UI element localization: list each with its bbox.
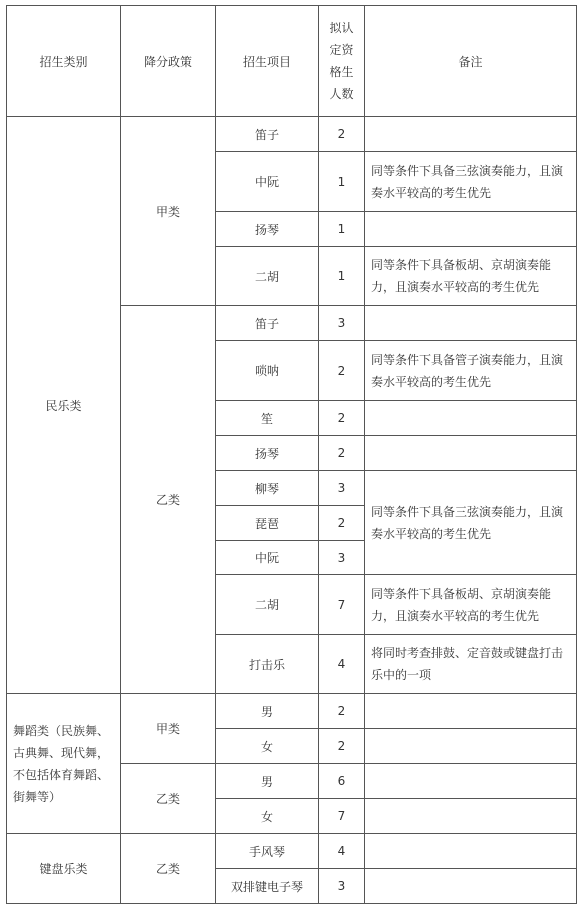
count-cell: 3 [319, 541, 365, 575]
note-cell [365, 729, 577, 764]
admissions-table [6, 5, 577, 904]
program-cell: 男 [216, 694, 319, 729]
note-cell [365, 436, 577, 471]
count-cell: 2 [319, 506, 365, 541]
table-row [7, 117, 577, 152]
note-cell: 同等条件下具备管子演奏能力，且演奏水平较高的考生优先 [365, 341, 577, 401]
count-cell: 7 [319, 575, 365, 635]
program-cell: 琵琶 [216, 506, 319, 541]
program-cell: 二胡 [216, 575, 319, 635]
header-count-line: 定资 [329, 43, 354, 57]
count-cell: 2 [319, 436, 365, 471]
count-cell: 3 [319, 869, 365, 904]
program-cell: 柳琴 [216, 471, 319, 506]
note-cell: 同等条件下具备板胡、京胡演奏能力，且演奏水平较高的考生优先 [365, 247, 577, 306]
count-cell: 2 [319, 341, 365, 401]
note-cell: 同等条件下具备三弦演奏能力，且演奏水平较高的考生优先 [365, 152, 577, 212]
header-count [319, 6, 365, 117]
program-cell: 唢呐 [216, 341, 319, 401]
header-count-line: 人数 [329, 87, 354, 101]
header-category: 招生类别 [7, 6, 121, 117]
program-cell: 中阮 [216, 152, 319, 212]
note-cell [365, 401, 577, 436]
count-cell: 1 [319, 212, 365, 247]
count-cell: 4 [319, 834, 365, 869]
count-cell: 3 [319, 306, 365, 341]
count-cell: 2 [319, 729, 365, 764]
header-notes: 备注 [365, 6, 577, 117]
note-cell [365, 764, 577, 799]
count-cell: 7 [319, 799, 365, 834]
count-cell: 3 [319, 471, 365, 506]
program-cell: 双排键电子琴 [216, 869, 319, 904]
count-cell: 4 [319, 635, 365, 694]
header-count-line: 格生 [329, 65, 354, 79]
policy-cell: 甲类 [121, 694, 216, 764]
category-cell: 键盘乐类 [7, 834, 121, 904]
note-cell: 同等条件下具备三弦演奏能力，且演奏水平较高的考生优先 [365, 471, 577, 575]
policy-cell: 乙类 [121, 306, 216, 694]
count-cell: 2 [319, 694, 365, 729]
note-cell [365, 869, 577, 904]
note-cell: 同等条件下具备板胡、京胡演奏能力，且演奏水平较高的考生优先 [365, 575, 577, 635]
program-cell: 女 [216, 799, 319, 834]
count-cell: 1 [319, 152, 365, 212]
note-cell [365, 834, 577, 869]
program-cell: 中阮 [216, 541, 319, 575]
note-cell [365, 212, 577, 247]
program-cell: 扬琴 [216, 212, 319, 247]
count-cell: 2 [319, 117, 365, 152]
category-cell: 民乐类 [7, 117, 121, 694]
program-cell: 男 [216, 764, 319, 799]
program-cell: 笛子 [216, 306, 319, 341]
program-cell: 女 [216, 729, 319, 764]
header-policy: 降分政策 [121, 6, 216, 117]
program-cell: 二胡 [216, 247, 319, 306]
program-cell: 笛子 [216, 117, 319, 152]
note-cell [365, 694, 577, 729]
header-program: 招生项目 [216, 6, 319, 117]
count-cell: 1 [319, 247, 365, 306]
policy-cell: 乙类 [121, 834, 216, 904]
header-row [7, 6, 577, 117]
note-cell: 将同时考查排鼓、定音鼓或键盘打击乐中的一项 [365, 635, 577, 694]
table-row [7, 694, 577, 729]
count-cell: 6 [319, 764, 365, 799]
table-row [7, 834, 577, 869]
program-cell: 扬琴 [216, 436, 319, 471]
note-cell [365, 117, 577, 152]
policy-cell: 甲类 [121, 117, 216, 306]
program-cell: 打击乐 [216, 635, 319, 694]
program-cell: 手风琴 [216, 834, 319, 869]
note-cell [365, 306, 577, 341]
note-cell [365, 799, 577, 834]
header-count-line: 拟认 [329, 21, 354, 35]
count-cell: 2 [319, 401, 365, 436]
category-cell: 舞蹈类（民族舞、古典舞、现代舞，不包括体育舞蹈、街舞等） [7, 694, 121, 834]
program-cell: 笙 [216, 401, 319, 436]
policy-cell: 乙类 [121, 764, 216, 834]
